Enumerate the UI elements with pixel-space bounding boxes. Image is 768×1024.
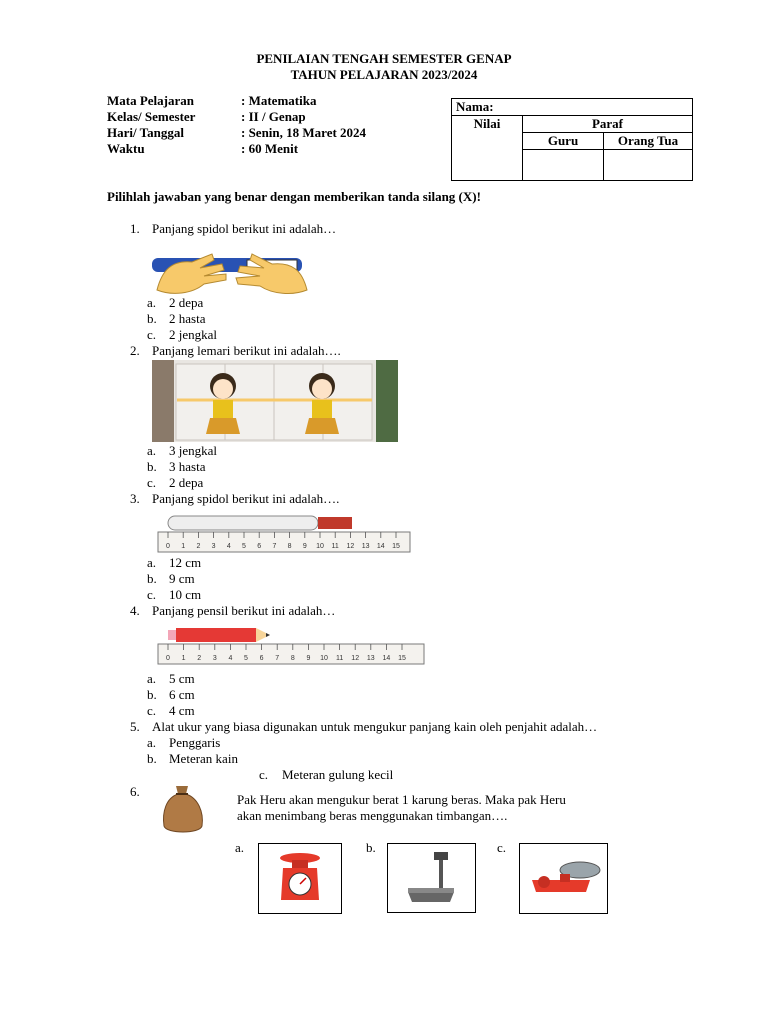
orang-tua-label: Orang Tua	[617, 133, 679, 148]
ruler-number: 13	[361, 543, 370, 550]
ruler-number: 12	[351, 655, 360, 662]
ruler-number: 8	[290, 655, 295, 662]
option-text[interactable]: 3 jengkal	[169, 443, 218, 458]
option-letter: b.	[147, 687, 157, 702]
score-cell[interactable]	[452, 116, 523, 181]
marker-hands-image	[152, 240, 310, 296]
ruler-number: 13	[366, 655, 375, 662]
guru-label: Guru	[547, 133, 579, 148]
option-letter: c.	[147, 587, 157, 602]
option-text[interactable]: 2 depa	[169, 475, 204, 490]
option-letter: b.	[147, 459, 157, 474]
option-letter: c.	[497, 840, 507, 855]
question-2-number: 2.	[130, 343, 140, 358]
ruler-number: 6	[257, 543, 262, 550]
ruler-number: 14	[382, 655, 391, 662]
ruler-number: 1	[181, 655, 186, 662]
option-letter: c.	[147, 703, 157, 718]
option-text[interactable]: 3 hasta	[169, 459, 206, 474]
option-letter: b.	[366, 840, 376, 855]
option-text[interactable]: 2 hasta	[169, 311, 206, 326]
ruler-number: 2	[196, 543, 201, 550]
option-text[interactable]: 2 jengkal	[169, 327, 218, 342]
ruler-number: 10	[320, 655, 328, 662]
pencil-ruler-image	[152, 620, 426, 668]
option-letter: a.	[147, 443, 157, 458]
guru-header	[523, 133, 604, 150]
ruler-number: 7	[275, 655, 280, 662]
ruler-number: 11	[335, 655, 344, 662]
ruler-number: 9	[306, 655, 311, 662]
exam-title: PENILAIAN TENGAH SEMESTER GENAP	[256, 51, 512, 66]
instruction: Pilihlah jawaban yang benar dengan memberikan tanda silang (X)!	[107, 189, 481, 204]
option-letter: c.	[259, 767, 269, 782]
option-text[interactable]: Meteran kain	[169, 751, 238, 766]
marker-ruler-image	[152, 508, 412, 556]
info-label-subject: Mata Pelajaran	[107, 93, 195, 108]
question-6-number: 6.	[130, 784, 140, 799]
ruler-number: 0	[166, 655, 170, 662]
name-field[interactable]	[452, 99, 693, 116]
question-3-number: 3.	[130, 491, 140, 506]
ruler-number: 0	[166, 543, 170, 550]
info-value-class: : II / Genap	[241, 109, 306, 124]
orang-tua-signature-cell[interactable]	[604, 150, 693, 181]
option-text[interactable]: 5 cm	[169, 671, 195, 686]
ruler-number: 6	[259, 655, 264, 662]
option-text[interactable]: 2 depa	[169, 295, 204, 310]
question-4-number: 4.	[130, 603, 140, 618]
info-label-class: Kelas/ Semester	[107, 109, 196, 124]
ruler-number: 9	[302, 543, 307, 550]
option-a-kitchen-scale-image[interactable]	[258, 843, 342, 914]
option-text[interactable]: Meteran gulung kecil	[282, 767, 394, 782]
option-text[interactable]: 6 cm	[169, 687, 195, 702]
option-letter: a.	[147, 671, 157, 686]
ruler-number: 5	[244, 655, 248, 662]
option-text[interactable]: 4 cm	[169, 703, 195, 718]
question-6-text-line2: akan menimbang beras menggunakan timbangan….	[237, 808, 508, 823]
ruler-number: 10	[316, 543, 324, 550]
guru-signature-cell[interactable]	[523, 150, 604, 181]
option-text[interactable]: 10 cm	[169, 587, 202, 602]
option-letter: c.	[147, 475, 157, 490]
ruler-number: 4	[226, 543, 231, 550]
option-b-platform-scale-image[interactable]	[387, 843, 476, 913]
option-text[interactable]: 9 cm	[169, 571, 195, 586]
ruler-number: 7	[272, 543, 277, 550]
option-letter: c.	[147, 327, 157, 342]
info-label-date: Hari/ Tanggal	[107, 125, 184, 140]
ruler-number: 14	[376, 543, 385, 550]
option-text[interactable]: Penggaris	[169, 735, 221, 750]
option-letter: a.	[235, 840, 245, 855]
question-6-text-line1: Pak Heru akan mengukur berat 1 karung beras. Maka pak Heru	[237, 792, 566, 807]
info-label-time: Waktu	[107, 141, 145, 156]
orang-tua-header	[604, 133, 693, 150]
ruler-number: 3	[211, 543, 216, 550]
question-5-text: Alat ukur yang biasa digunakan untuk mengukur panjang kain oleh penjahit adalah…	[152, 719, 598, 734]
option-letter: a.	[147, 555, 157, 570]
option-c-market-scale-image[interactable]	[519, 843, 608, 914]
option-letter: a.	[147, 735, 157, 750]
paraf-header	[523, 116, 693, 133]
ruler-number: 8	[287, 543, 292, 550]
option-text[interactable]: 12 cm	[169, 555, 202, 570]
rice-sack-icon	[158, 782, 208, 836]
question-1-number: 1.	[130, 221, 140, 236]
exam-year: TAHUN PELAJARAN 2023/2024	[290, 67, 478, 82]
ruler-number: 12	[346, 543, 355, 550]
ruler-number: 4	[228, 655, 233, 662]
option-letter: b.	[147, 751, 157, 766]
question-1-text: Panjang spidol berikut ini adalah…	[152, 221, 337, 236]
info-value-time: : 60 Menit	[241, 141, 299, 156]
option-letter: a.	[147, 295, 157, 310]
ruler-number: 5	[242, 543, 246, 550]
ruler-number: 15	[392, 543, 400, 550]
ruler-number: 3	[212, 655, 217, 662]
cabinet-girls-image	[152, 360, 398, 442]
ruler-number: 15	[398, 655, 406, 662]
ruler-number: 11	[331, 543, 339, 550]
name-score-table	[451, 98, 693, 181]
question-5-number: 5.	[130, 719, 140, 734]
option-letter: b.	[147, 571, 157, 586]
option-letter: b.	[147, 311, 157, 326]
nilai-label: Nilai	[473, 116, 501, 131]
info-value-date: : Senin, 18 Maret 2024	[241, 125, 367, 140]
paraf-label: Paraf	[591, 116, 624, 131]
question-2-text: Panjang lemari berikut ini adalah….	[152, 343, 341, 358]
ruler-number: 1	[181, 543, 186, 550]
question-4-text: Panjang pensil berikut ini adalah…	[152, 603, 336, 618]
info-value-subject: : Matematika	[241, 93, 317, 108]
name-label: Nama:	[456, 99, 494, 114]
question-3-text: Panjang spidol berikut ini adalah….	[152, 491, 340, 506]
ruler-number: 2	[197, 655, 202, 662]
